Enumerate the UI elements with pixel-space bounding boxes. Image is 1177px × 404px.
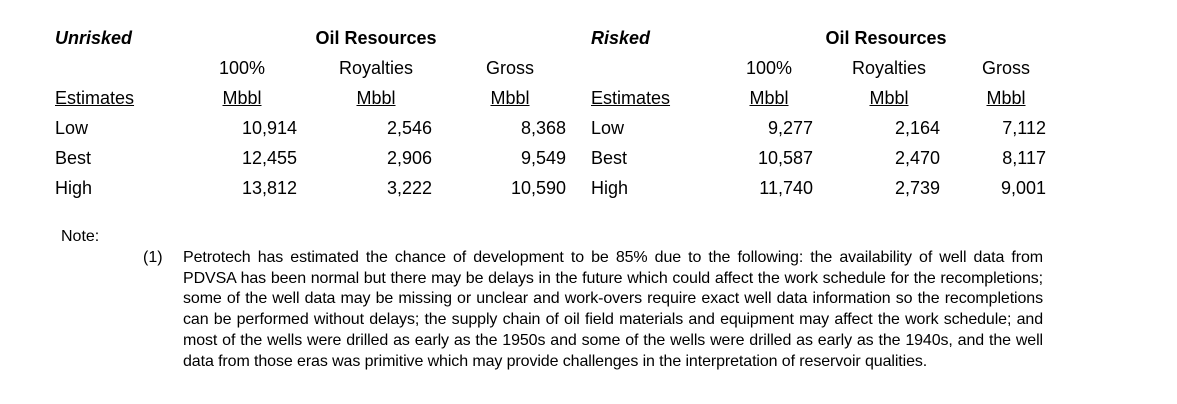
risked-col-100-top: 100% — [745, 58, 793, 78]
risked-value-royalties: 2,470 — [894, 148, 940, 168]
unrisked-value-100: 13,812 — [241, 178, 297, 198]
risked-estimate: Low — [591, 118, 625, 138]
unrisked-value-100: 10,914 — [241, 118, 297, 138]
risked-value-gross: 8,117 — [1002, 148, 1046, 168]
unrisked-estimates-header: Estimates — [55, 88, 135, 108]
unrisked-group-header: Oil Resources — [315, 28, 437, 48]
risked-col-gross-unit: Mbbl — [986, 88, 1026, 108]
risked-col-gross-top: Gross — [981, 58, 1030, 78]
risked-value-100: 9,277 — [767, 118, 813, 138]
risked-group-header: Oil Resources — [825, 28, 947, 48]
risked-col-royalties-unit: Mbbl — [869, 88, 909, 108]
unrisked-col-royalties-unit: Mbbl — [356, 88, 396, 108]
risked-estimate: Best — [591, 148, 628, 168]
note-text: Petrotech has estimated the chance of development to be 85% due to the following: the availability of well data from PDVSA has been normal but there may be delays in the future which could affect the work schedule for the recompletions; some of the well data may be missing or unclear and work-overs require exact well data information so the recompletions can be performed without delays; the supply chain of oil field materials and equipment may affect the work schedule; and most of the wells were drilled as early as the 1950s and some of the wells were drilled as early as the 1940s, and the well data from those eras was primitive which may provide challenges in the interpretation of reservoir qualities. — [183, 249, 1043, 370]
risked-col-100-unit: Mbbl — [749, 88, 789, 108]
risked-col-royalties-top: Royalties — [851, 58, 927, 78]
risked-value-royalties: 2,739 — [894, 178, 940, 198]
unrisked-col-royalties-top: Royalties — [338, 58, 414, 78]
risked-estimates-header: Estimates — [591, 88, 671, 108]
risked-value-gross: 9,001 — [1000, 178, 1046, 198]
note-label: Note: — [61, 228, 100, 245]
risked-value-royalties: 2,164 — [894, 118, 940, 138]
unrisked-value-royalties: 2,546 — [386, 118, 432, 138]
risked-value-gross: 7,112 — [1002, 118, 1046, 138]
unrisked-col-100-unit: Mbbl — [222, 88, 262, 108]
unrisked-col-gross-unit: Mbbl — [490, 88, 530, 108]
risked-label: Risked — [591, 28, 651, 48]
risked-value-100: 10,587 — [757, 148, 813, 168]
note-number: (1) — [143, 249, 163, 266]
unrisked-estimate: Low — [55, 118, 89, 138]
unrisked-label: Unrisked — [55, 28, 133, 48]
unrisked-estimate: High — [55, 178, 93, 198]
risked-estimate: High — [591, 178, 629, 198]
unrisked-value-royalties: 2,906 — [386, 148, 432, 168]
unrisked-value-gross: 9,549 — [520, 148, 566, 168]
unrisked-estimate: Best — [55, 148, 92, 168]
risked-value-100: 11,740 — [759, 178, 813, 198]
unrisked-value-royalties: 3,222 — [386, 178, 432, 198]
unrisked-value-gross: 10,590 — [510, 178, 566, 198]
unrisked-value-gross: 8,368 — [520, 118, 566, 138]
unrisked-col-gross-top: Gross — [485, 58, 534, 78]
unrisked-value-100: 12,455 — [241, 148, 297, 168]
unrisked-col-100-top: 100% — [218, 58, 266, 78]
